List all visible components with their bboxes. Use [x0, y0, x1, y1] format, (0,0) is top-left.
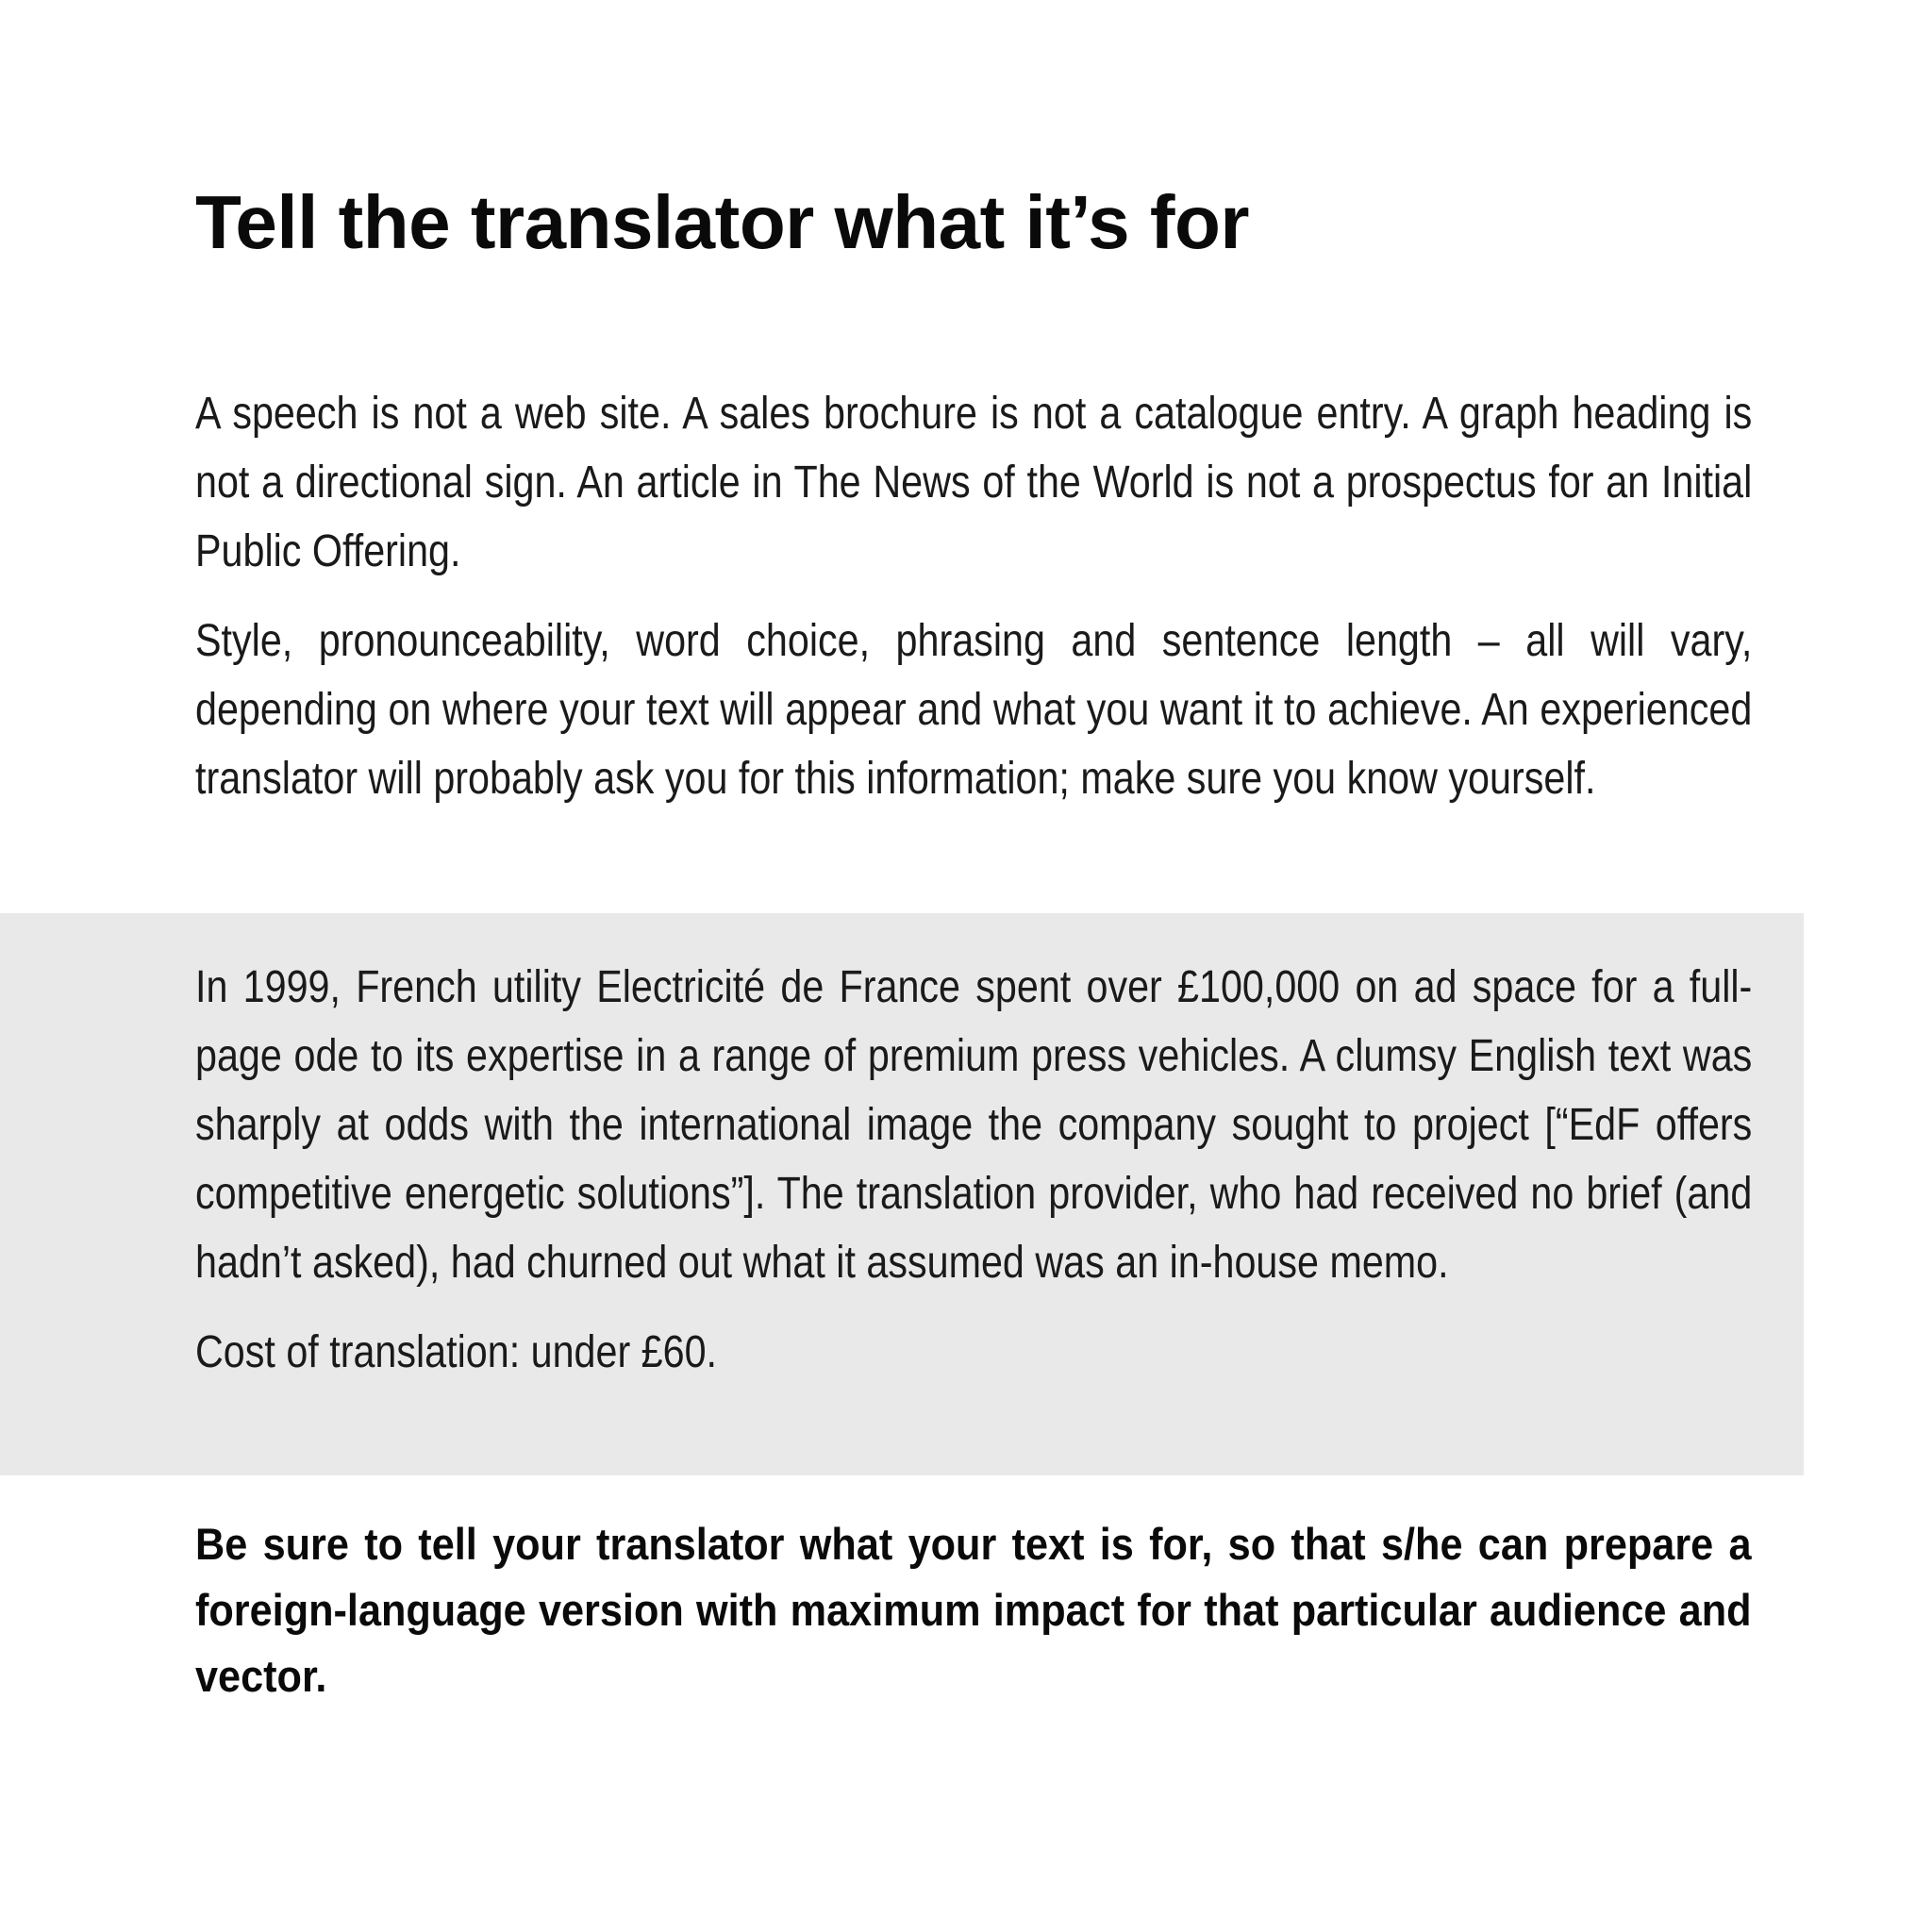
example-cost: Cost of translation: under £60.: [195, 1327, 718, 1377]
intro-section: [195, 379, 1752, 834]
intro-paragraph-documents: A speech is not a web site. A sales brochure is not a catalogue entry. A graph heading is not a directional sign. An article in The News of the World is not a prospectus for an Initial Public Offering.: [195, 389, 1753, 576]
example-callout-content: [195, 953, 1752, 1407]
example-story: In 1999, French utility Electricité de France spent over £100,000 on ad space for a full-page ode to its expertise in a range of premium press vehicles. A clumsy English text was sharply at odds with the international image the company sought to project [“EdF offers competitive energetic solutions”]. The translation provider, who had received no brief (and hadn’t asked), had churned out what it assumed was an in-house memo.: [195, 962, 1753, 1288]
page-title: Tell the translator what it’s for: [195, 180, 1249, 264]
intro-paragraph-style: Style, pronounceability, word choice, phrasing and sentence length – all will vary, depending on where your text will appear and what you want it to achieve. An experienced translator will probably ask you for this information; make sure you know yourself.: [195, 616, 1753, 804]
conclusion-advice: Be sure to tell your translator what your text is for, so that s/he can prepare a foreign-language version with maximum impact for that particular audience and vector.: [195, 1519, 1752, 1701]
example-callout-box: [0, 913, 1804, 1475]
